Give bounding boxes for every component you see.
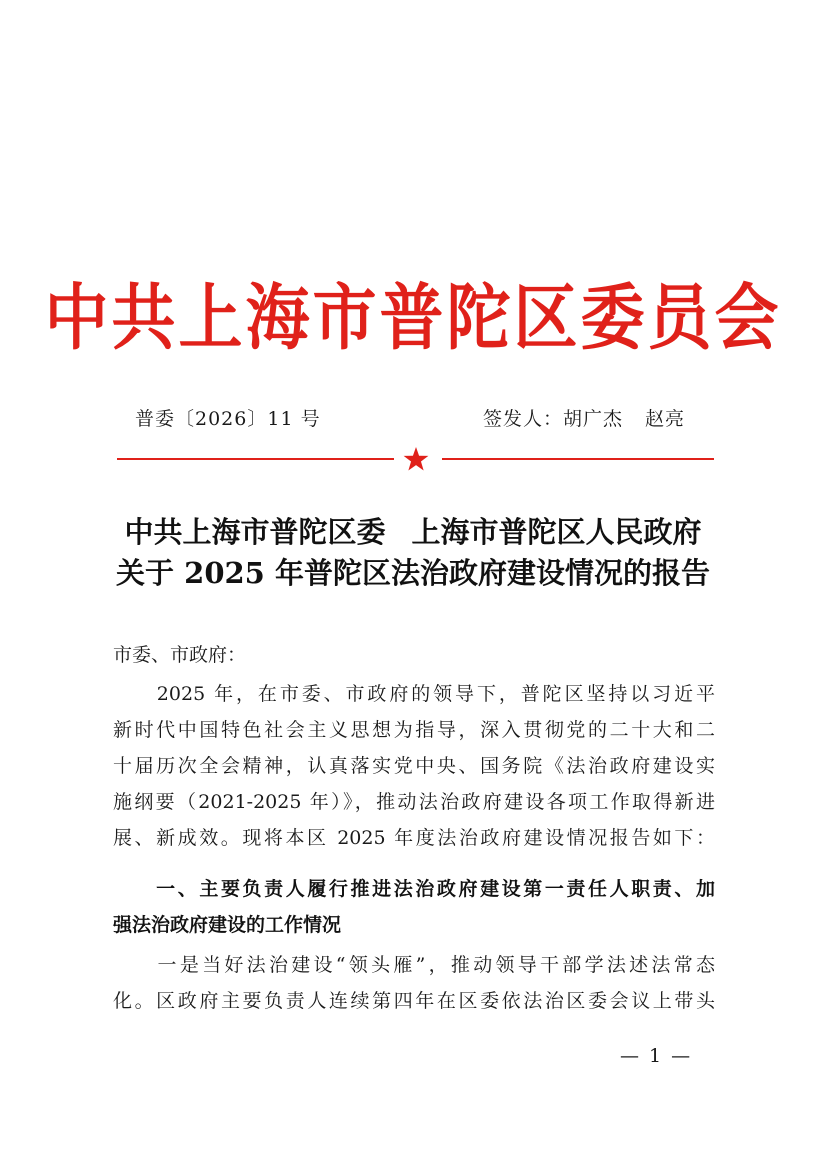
title-issuer-1: 中共上海市普陀区委 [124,515,386,549]
title-issuer-2: 上海市普陀区人民政府 [411,515,702,549]
body-line-5: 展、新成效。现将本区 2025 年度法治政府建设情况报告如下： [113,827,715,849]
body-line-3: 十届历次全会精神，认真落实党中央、国务院《法治政府建设实 [113,755,715,777]
document-number: 普委〔2026〕11 号 [135,408,321,430]
signer-block [483,405,685,433]
body-line-1: 2025 年，在市委、市政府的领导下，普陀区坚持以习近平 [113,683,715,705]
body-line-4: 施纲要（2021-2025 年）》，推动法治政府建设各项工作取得新进 [113,791,715,813]
red-divider-left [117,458,394,460]
red-divider-right [442,458,714,460]
report-title-line-1 [0,512,826,552]
org-masthead: 中共上海市普陀区委员会 [44,276,782,361]
red-star-icon [403,446,429,472]
body-line-2: 新时代中国特色社会主义思想为指导，深入贯彻党的二十大和二 [113,719,715,741]
report-title-line-2: 关于 2025 年普陀区法治政府建设情况的报告 [116,556,710,590]
section-heading-line-1: 一、主要负责人履行推进法治政府建设第一责任人职责、加 [113,878,715,900]
signer-name-2: 赵亮 [645,408,686,430]
page-number: — 1 — [620,1045,693,1067]
signer-name-1: 胡广杰 [563,408,624,430]
paragraph-2-line-1: 一是当好法治建设“领头雁”，推动领导干部学法述法常态 [113,954,715,976]
salutation: 市委、市政府： [113,644,247,666]
paragraph-2-line-2: 化。区政府主要负责人连续第四年在区委依法治区委会议上带头 [113,990,715,1012]
signer-label: 签发人： [483,408,564,430]
section-heading-line-2: 强法治政府建设的工作情况 [113,914,342,936]
